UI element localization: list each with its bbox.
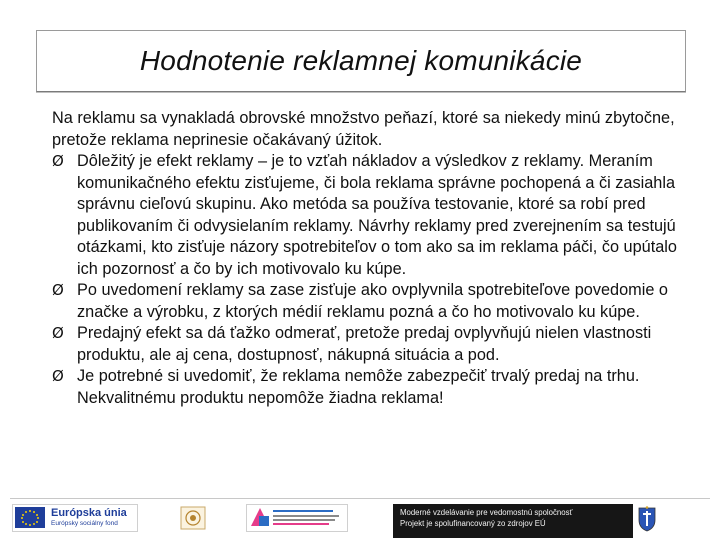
bullet-item bbox=[52, 366, 692, 409]
bullet-item bbox=[52, 323, 692, 366]
bullet-arrow-icon: Ø bbox=[52, 281, 64, 299]
seal-icon bbox=[180, 506, 206, 530]
bullet-text: Predajný efekt sa dá ťažko odmerať, pretože predaj ovplyvňujú nielen vlastnosti produktu, ale aj cena, dostupnosť, nákupná situácia a pod. bbox=[77, 324, 652, 364]
slide-title: Hodnotenie reklamnej komunikácie bbox=[139, 45, 583, 76]
bullet-text: Po uvedomení reklamy sa zase zisťuje ako ovplyvnila spotrebiteľove povedomie o značke a výrobku, z ktorých médií reklamu pozná a čo ho motivovalo ku kúpe. bbox=[77, 281, 668, 321]
slide-body bbox=[52, 108, 692, 409]
banner-line: Moderné vzdelávanie pre vedomostnú spoločnosť bbox=[400, 508, 573, 517]
footer-banner bbox=[393, 504, 633, 538]
bullet-text: Dôležitý je efekt reklamy – je to vzťah nákladov a výsledkov z reklamy. Meraním komunikačného efektu zisťujeme, či bola reklama správne pochopená a či zasiahla správnu cieľovú skupinu. Ako metóda sa používa testovanie, ktoré sa robí pred publikovaním či odvysielaním reklamy. Návrhy reklamy pred zverejnením sa testujú otázkami, kto zisťuje názory spotrebiteľov o tom ako sa im reklama páči, čo upútalo ich pozornosť a čo by ich motivovalo ku kúpe. bbox=[77, 152, 677, 278]
eu-name: Európska únia bbox=[51, 507, 127, 519]
bullet-item bbox=[52, 151, 692, 280]
crest-icon bbox=[637, 506, 657, 532]
bullet-text: Je potrebné si uvedomiť, že reklama nemôže zabezpečiť trvalý predaj na trhu. Nekvalitnému produktu nepomôže žiadna reklama! bbox=[77, 367, 640, 407]
footer-divider bbox=[10, 498, 710, 499]
intro-paragraph: Na reklamu sa vynakladá obrovské množstvo peňazí, ktoré sa niekedy minú zbytočne, pretože reklama neprinesie očakávaný úžitok. bbox=[52, 109, 675, 149]
bullet-item bbox=[52, 280, 692, 323]
agency-logo-icon bbox=[246, 504, 348, 532]
bullet-list bbox=[52, 151, 692, 409]
banner-line: Projekt je spolufinancovaný zo zdrojov EÚ bbox=[400, 519, 546, 528]
bullet-arrow-icon: Ø bbox=[52, 324, 64, 342]
eu-subtitle: Európsky sociálny fond bbox=[51, 520, 118, 527]
eu-logo bbox=[12, 504, 138, 532]
footer-logos bbox=[0, 495, 720, 540]
title-box bbox=[36, 30, 686, 92]
eu-flag-icon bbox=[15, 507, 45, 528]
bullet-arrow-icon: Ø bbox=[52, 367, 64, 385]
bullet-arrow-icon: Ø bbox=[52, 152, 64, 170]
